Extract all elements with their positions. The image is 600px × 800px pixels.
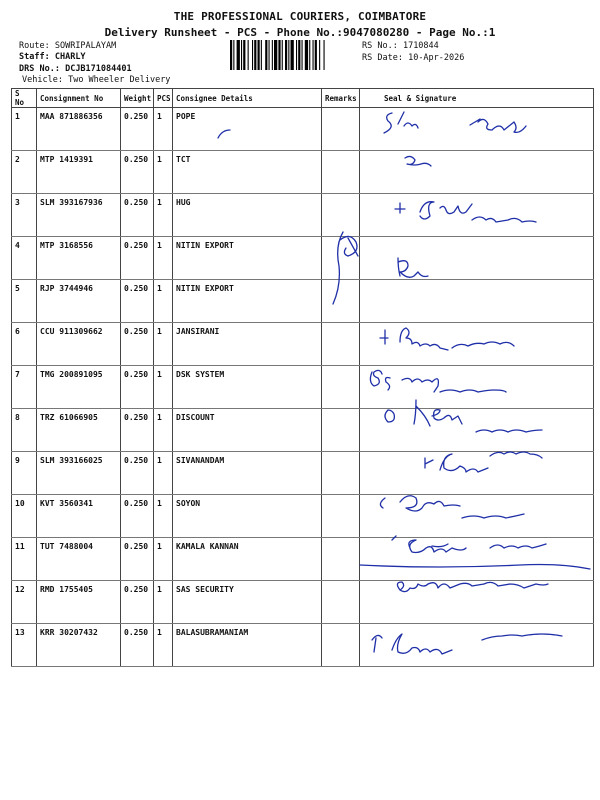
cell-weight: 0.250 [121,409,154,452]
cell-remarks [322,108,360,151]
rs-no-value: 1710844 [402,41,439,51]
cell-consignment: CCU 911309662 [37,323,121,366]
cell-pcs: 1 [154,581,173,624]
cell-consignment: MAA 871886356 [37,108,121,151]
cell-consignment: SLM 393166025 [37,452,121,495]
cell-weight: 0.250 [121,237,154,280]
cell-sno: 13 [12,624,37,667]
cell-pcs: 1 [154,624,173,667]
cell-weight: 0.250 [121,366,154,409]
table-row [12,108,594,151]
table-row [12,581,594,624]
col-consignee: Consignee Details [173,89,322,108]
cell-consignee: BALASUBRAMANIAM [173,624,322,667]
cell-signature [360,237,594,280]
cell-weight: 0.250 [121,194,154,237]
staff-line [19,52,86,62]
cell-pcs: 1 [154,151,173,194]
cell-consignee: POPE [173,108,322,151]
cell-remarks [322,280,360,323]
cell-sno: 3 [12,194,37,237]
cell-consignee: DISCOUNT [173,409,322,452]
cell-sno: 7 [12,366,37,409]
vehicle-value: Two Wheeler Delivery [68,75,171,85]
col-sno: S No [12,89,37,108]
cell-consignment: KVT 3560341 [37,495,121,538]
table-row [12,624,594,667]
cell-weight: 0.250 [121,323,154,366]
cell-consignment: RMD 1755405 [37,581,121,624]
cell-signature [360,409,594,452]
drs-value: DCJB171084401 [65,64,132,74]
cell-consignee: TCT [173,151,322,194]
route-label: Route: [19,41,50,51]
cell-weight: 0.250 [121,108,154,151]
table-row [12,495,594,538]
cell-pcs: 1 [154,194,173,237]
drs-line [19,64,132,74]
cell-consignment: MTP 1419391 [37,151,121,194]
cell-remarks [322,323,360,366]
cell-sno: 5 [12,280,37,323]
cell-consignee: DSK SYSTEM [173,366,322,409]
table-row [12,280,594,323]
cell-consignee: KAMALA KANNAN [173,538,322,581]
table-row [12,366,594,409]
table-row [12,409,594,452]
cell-signature [360,452,594,495]
rs-date-value: 10-Apr-2026 [408,53,465,63]
cell-consignment: TRZ 61066905 [37,409,121,452]
cell-sno: 8 [12,409,37,452]
cell-signature [360,151,594,194]
table-row [12,194,594,237]
table-row [12,452,594,495]
cell-remarks [322,151,360,194]
cell-consignment: MTP 3168556 [37,237,121,280]
rs-date-line [362,53,464,63]
cell-remarks [322,237,360,280]
cell-signature [360,538,594,581]
table-row [12,237,594,280]
cell-remarks [322,538,360,581]
vehicle-line [22,75,170,85]
col-signature: Seal & Signature [360,89,594,108]
cell-sno: 10 [12,495,37,538]
cell-signature [360,194,594,237]
cell-pcs: 1 [154,452,173,495]
cell-consignee: NITIN EXPORT [173,237,322,280]
cell-pcs: 1 [154,280,173,323]
cell-remarks [322,581,360,624]
rs-date-label: RS Date: [362,53,403,63]
cell-remarks [322,624,360,667]
company-title: THE PROFESSIONAL COURIERS, COIMBATORE [173,10,427,23]
cell-weight: 0.250 [121,280,154,323]
vehicle-label: Vehicle: [22,75,63,85]
col-remarks: Remarks [322,89,360,108]
cell-weight: 0.250 [121,581,154,624]
cell-remarks [322,495,360,538]
cell-sno: 12 [12,581,37,624]
table-row [12,538,594,581]
cell-weight: 0.250 [121,538,154,581]
staff-label: Staff: [19,52,50,62]
cell-sno: 1 [12,108,37,151]
cell-sno: 4 [12,237,37,280]
cell-weight: 0.250 [121,452,154,495]
cell-weight: 0.250 [121,151,154,194]
barcode [230,40,356,70]
cell-sno: 2 [12,151,37,194]
cell-signature [360,581,594,624]
cell-consignee: JANSIRANI [173,323,322,366]
col-weight: Weight [121,89,154,108]
cell-weight: 0.250 [121,624,154,667]
table-row [12,151,594,194]
route-line [19,41,116,51]
staff-value: CHARLY [54,52,86,62]
cell-remarks [322,409,360,452]
cell-signature [360,366,594,409]
cell-pcs: 1 [154,108,173,151]
cell-consignment: SLM 393167936 [37,194,121,237]
cell-sno: 9 [12,452,37,495]
cell-pcs: 1 [154,495,173,538]
cell-remarks [322,194,360,237]
cell-signature [360,624,594,667]
cell-pcs: 1 [154,323,173,366]
cell-consignee: HUG [173,194,322,237]
cell-consignment: KRR 30207432 [37,624,121,667]
col-consignment: Consignment No [37,89,121,108]
table-row [12,323,594,366]
cell-signature [360,108,594,151]
cell-consignment: TMG 200891095 [37,366,121,409]
drs-label: DRS No.: [19,64,60,74]
table-header-row [12,89,594,108]
cell-pcs: 1 [154,366,173,409]
cell-signature [360,495,594,538]
cell-sno: 6 [12,323,37,366]
cell-weight: 0.250 [121,495,154,538]
cell-pcs: 1 [154,237,173,280]
cell-consignee: SIVANANDAM [173,452,322,495]
runsheet-subtitle: Delivery Runsheet - PCS - Phone No.:9047080280 - Page No.:1 [104,26,496,39]
rs-no-line [362,41,439,51]
cell-remarks [322,366,360,409]
cell-remarks [322,452,360,495]
route-value: SOWRIPALAYAM [54,41,117,51]
rs-no-label: RS No.: [362,41,398,51]
cell-sno: 11 [12,538,37,581]
cell-consignee: SAS SECURITY [173,581,322,624]
cell-consignment: RJP 3744946 [37,280,121,323]
cell-signature [360,323,594,366]
cell-pcs: 1 [154,409,173,452]
runsheet-table [11,88,594,667]
cell-consignee: SOYON [173,495,322,538]
cell-consignee: NITIN EXPORT [173,280,322,323]
cell-signature [360,280,594,323]
cell-pcs: 1 [154,538,173,581]
col-pcs: PCS [154,89,173,108]
cell-consignment: TUT 7488004 [37,538,121,581]
